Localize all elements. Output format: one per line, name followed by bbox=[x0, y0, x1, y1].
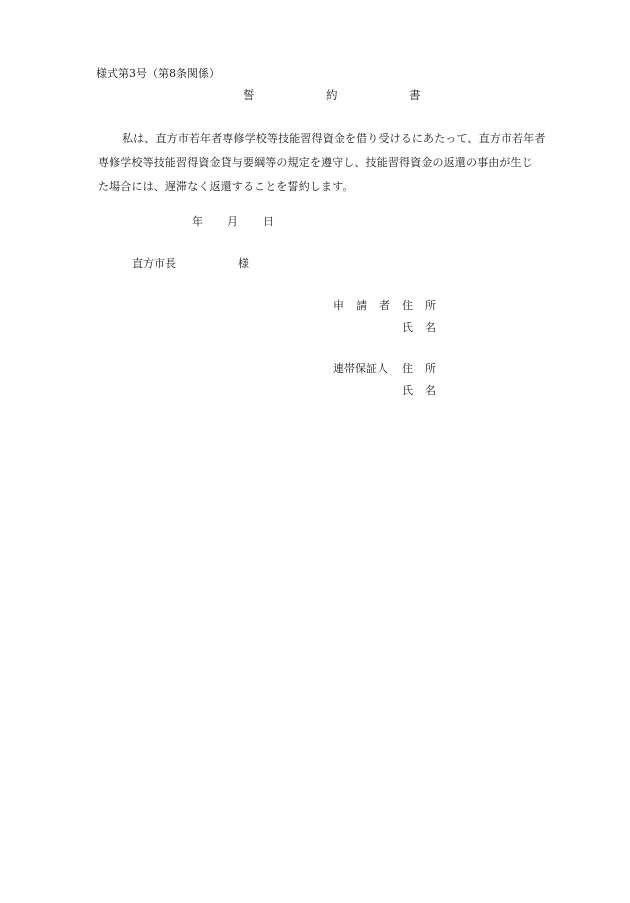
applicant-address-label-1: 住 bbox=[402, 299, 413, 312]
date-month-label: 月 bbox=[227, 215, 238, 228]
guarantor-address-label-2: 所 bbox=[425, 362, 436, 375]
form-number: 様式第3号（第8条関係） bbox=[96, 67, 220, 80]
date-year-label: 年 bbox=[192, 215, 203, 228]
applicant-role-char-2: 請 bbox=[356, 299, 367, 312]
applicant-role-char-3: 者 bbox=[379, 299, 390, 312]
date-row bbox=[0, 216, 630, 230]
date-day-label: 日 bbox=[263, 215, 274, 228]
applicant-name-label-2: 名 bbox=[425, 321, 436, 334]
applicant-role-char-1: 申 bbox=[333, 299, 344, 312]
title-char-2: 約 bbox=[326, 88, 338, 102]
applicant-address-label-2: 所 bbox=[425, 299, 436, 312]
pledge-body bbox=[96, 127, 586, 199]
addressee-name: 直方市長 bbox=[132, 257, 176, 270]
document-title bbox=[0, 90, 630, 104]
title-char-1: 誓 bbox=[243, 88, 255, 102]
title-char-3: 書 bbox=[409, 88, 421, 102]
guarantor-address-label-1: 住 bbox=[402, 362, 413, 375]
guarantor-name-label-1: 氏 bbox=[402, 384, 413, 397]
applicant-name-label-1: 氏 bbox=[402, 321, 413, 334]
pledge-line-3: た場合には、遅滞なく返還することを誓約します。 bbox=[98, 180, 354, 193]
pledge-line-1: 私は、直方市若年者専修学校等技能習得資金を借り受けるにあたって、直方市若年者 bbox=[122, 132, 546, 145]
guarantor-name-label-2: 名 bbox=[425, 384, 436, 397]
pledge-line-2: 専修学校等技能習得資金貸与要綱等の規定を遵守し、技能習得資金の返還の事由が生じ bbox=[98, 156, 533, 169]
guarantor-role: 連帯保証人 bbox=[333, 362, 388, 375]
addressee-honorific: 様 bbox=[238, 257, 249, 270]
